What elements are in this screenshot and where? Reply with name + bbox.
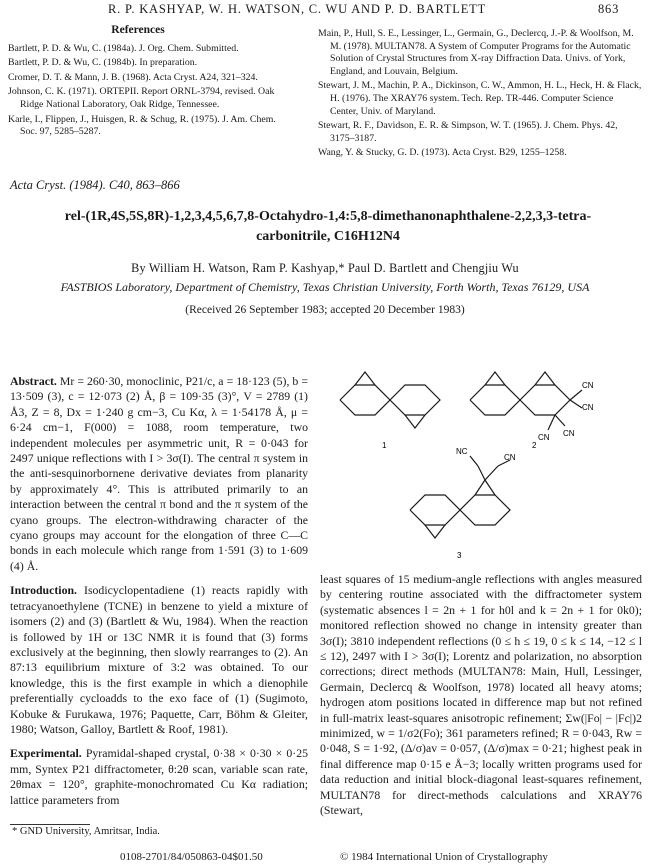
title-line-2: carbonitrile, C16H12N4 <box>256 229 400 244</box>
references-title: References <box>111 24 165 36</box>
experimental-continued: least squares of 15 medium-angle reflections with angles measured by centering routine associated with the diffractometer system (systematic absences l = 2n + 1 for h0l and k = 2n + 1 for 0k0); monitored reflection showed no change in intensity greater than 3σ(I); 3810 independent reflections (0 ≤ h ≤ 19, 0 ≤ k ≤ 14, −12 ≤ l ≤ 12), 2497 with I > 3σ(I); Lorentz and polarization, no absorption corrections; direct methods (MULTAN78: Main, Hull, Lessinger, Germain, Declercq & Woolfson, 1978) located all heavy atoms; hydrogen atom positions located in difference map but not refined in full-matrix least-squares anisotropic refinement; Σw(|Fo| − |Fc|)2 minimized, w = 1/σ2(Fo); 361 parameters refined; R = 0·043, Rw = 0·048, S = 1·92, (Δ/σ)av = 0·057, (Δ/σ)max = 0·21; highest peak in final difference map 0·15 e Å−3; locally written programs used for data reduction and initial block-diagonal least-squares refinement, MULTAN78 for direct-methods calculations and XRAY76 (Stewart, <box>320 572 642 818</box>
reference-item: Bartlett, P. D. & Wu, C. (1984a). J. Org. Chem. Submitted. <box>8 42 239 54</box>
received-dates: (Received 26 September 1983; accepted 20 December 1983) <box>185 304 465 316</box>
cn-label: CN <box>563 429 575 438</box>
references-left <box>8 24 293 141</box>
structure-figure <box>320 360 640 570</box>
reference-item: Bartlett, P. D. & Wu, C. (1984b). In preparation. <box>8 57 198 69</box>
molecule-label-2: 2 <box>532 441 537 450</box>
abstract <box>10 374 308 574</box>
left-column <box>10 374 308 817</box>
abstract-label: Abstract. <box>10 374 57 388</box>
cn-label: CN <box>538 433 550 442</box>
cn-label: CN <box>582 381 594 390</box>
molecule-label-1: 1 <box>382 441 387 450</box>
introduction <box>10 583 308 737</box>
cn-label: CN <box>504 453 516 462</box>
nc-label: NC <box>456 447 468 456</box>
cn-label: CN <box>582 403 594 412</box>
reference-item: Cromer, D. T. & Mann, J. B. (1968). Acta Cryst. A24, 321–324. <box>8 71 258 83</box>
molecule-2 <box>470 372 582 430</box>
reference-item: Johnson, C. K. (1971). ORTEPII. Report ORNL-3794, revised. Oak Ridge National Laboratory, Oak Ridge, Tennessee. <box>8 86 275 110</box>
affiliation: FASTBIOS Laboratory, Department of Chemistry, Texas Christian University, Forth Worth, Texas 76129, USA <box>60 280 590 294</box>
footnote-rule <box>10 824 90 825</box>
copyright: © 1984 International Union of Crystallography <box>340 851 548 863</box>
reference-item: Wang, Y. & Stucky, G. D. (1973). Acta Cryst. B29, 1255–1258. <box>318 147 567 159</box>
molecule-1 <box>340 372 440 428</box>
experimental-label: Experimental. <box>10 746 82 761</box>
molecule-label-3: 3 <box>457 551 462 560</box>
article-title <box>18 207 638 247</box>
reference-item: Stewart, R. F., Davidson, E. R. & Simpson, W. T. (1965). J. Chem. Phys. 42, 3175–3187. <box>318 120 618 144</box>
reference-item: Karle, I., Flippen, J., Huisgen, R. & Schug, R. (1975). J. Am. Chem. Soc. 97, 5285–5287. <box>8 113 276 138</box>
header-authors: R. P. KASHYAP, W. H. WATSON, C. WU AND P. D. BARTLETT <box>108 2 487 16</box>
page-number: 863 <box>598 2 620 16</box>
right-column <box>320 572 642 828</box>
abstract-text: Mr = 260·30, monoclinic, P21/c, a = 18·123 (5), b = 13·509 (3), c = 12·073 (2) Å, β = 109·35 (3)°, V = 2789 (1) Å3, Z = 8, Dx = 1·240 g cm−3, Cu Kα, λ = 1·54178 Å, μ = 6·24 cm−1, F(000) = 1088, room temperature, two independent molecules per asymmetric unit, R = 0·043 for 2497 unique reflections with I > 3σ(I). The central π system in the anti-sesquinorbornene derivative deviates from planarity by approximately 4°. This is attributed primarily to an interaction between the central π bond and the π system of the cyano groups. The electron-withdrawing character of the cyano groups may account for the elongation of three C—C bonds in each molecule which range from 1·591 (3) to 1·609 (4) Å. <box>10 374 309 573</box>
introduction-text: Isodicyclopentadiene (1) reacts rapidly with tetracyanoethylene (TCNE) in benzene to yield a mixture of isomers (2) and (3) (Bartlett & Wu, 1984). When the reaction is followed by 1H or 13C NMR it is found that (3) forms exclusively at the beginning, then slowly rearranges to (2). An 87:13 equilibrium mixture of 3:2 was obtained. To our knowledge, this is the first example in which a dienophile preferentially cycloadds to the exo face of (1) (Sugimoto, Kobuke & Furukawa, 1976; Paquette, Carr, Böhm & Gleiter, 1980; Watson, Galloy, Bartlett & Roof, 1981). <box>10 583 308 736</box>
running-header <box>0 0 650 20</box>
journal-reference: Acta Cryst. (1984). C40, 863–866 <box>10 178 180 192</box>
reference-item: Stewart, J. M., Machin, P. A., Dickinson, C. W., Ammon, H. L., Heck, H. & Flack, H. (1976). The XRAY76 system. Tech. Rep. TR-446. Computer Science Center, Univ. of Maryland. <box>318 80 642 117</box>
references-right <box>318 28 643 162</box>
byline: By William H. Watson, Ram P. Kashyap,* Paul D. Bartlett and Chengjiu Wu <box>131 261 519 275</box>
issn-code: 0108-2701/84/050863-04$01.50 <box>120 851 263 863</box>
title-line-1: rel-(1R,4S,5S,8R)-1,2,3,4,5,6,7,8-Octahydro-1,4:5,8-dimethanonaphthalene-2,2,3,3-tetra- <box>64 209 592 224</box>
reference-item: Main, P., Hull, S. E., Lessinger, L., Germain, G., Declercq, J.-P. & Woolfson, M. M. (1978). MULTAN78. A System of Computer Programs for the Automatic Solution of Crystal Structures from X-ray Diffraction Data. Univs. of York, England, and Louvain, Belgium. <box>318 28 634 77</box>
experimental <box>10 746 308 808</box>
experimental-text: Pyramidal-shaped crystal, 0·38 × 0·30 × 0·25 mm, Syntex P21 diffractometer, θ:2θ scan, variable scan rate, 2θmax = 120°, graphite-monochromated Cu Kα radiation; lattice parameters from <box>10 746 308 807</box>
footnote: * GND University, Amritsar, India. <box>12 826 160 837</box>
molecule-3 <box>410 456 510 538</box>
introduction-label: Introduction. <box>10 583 77 598</box>
